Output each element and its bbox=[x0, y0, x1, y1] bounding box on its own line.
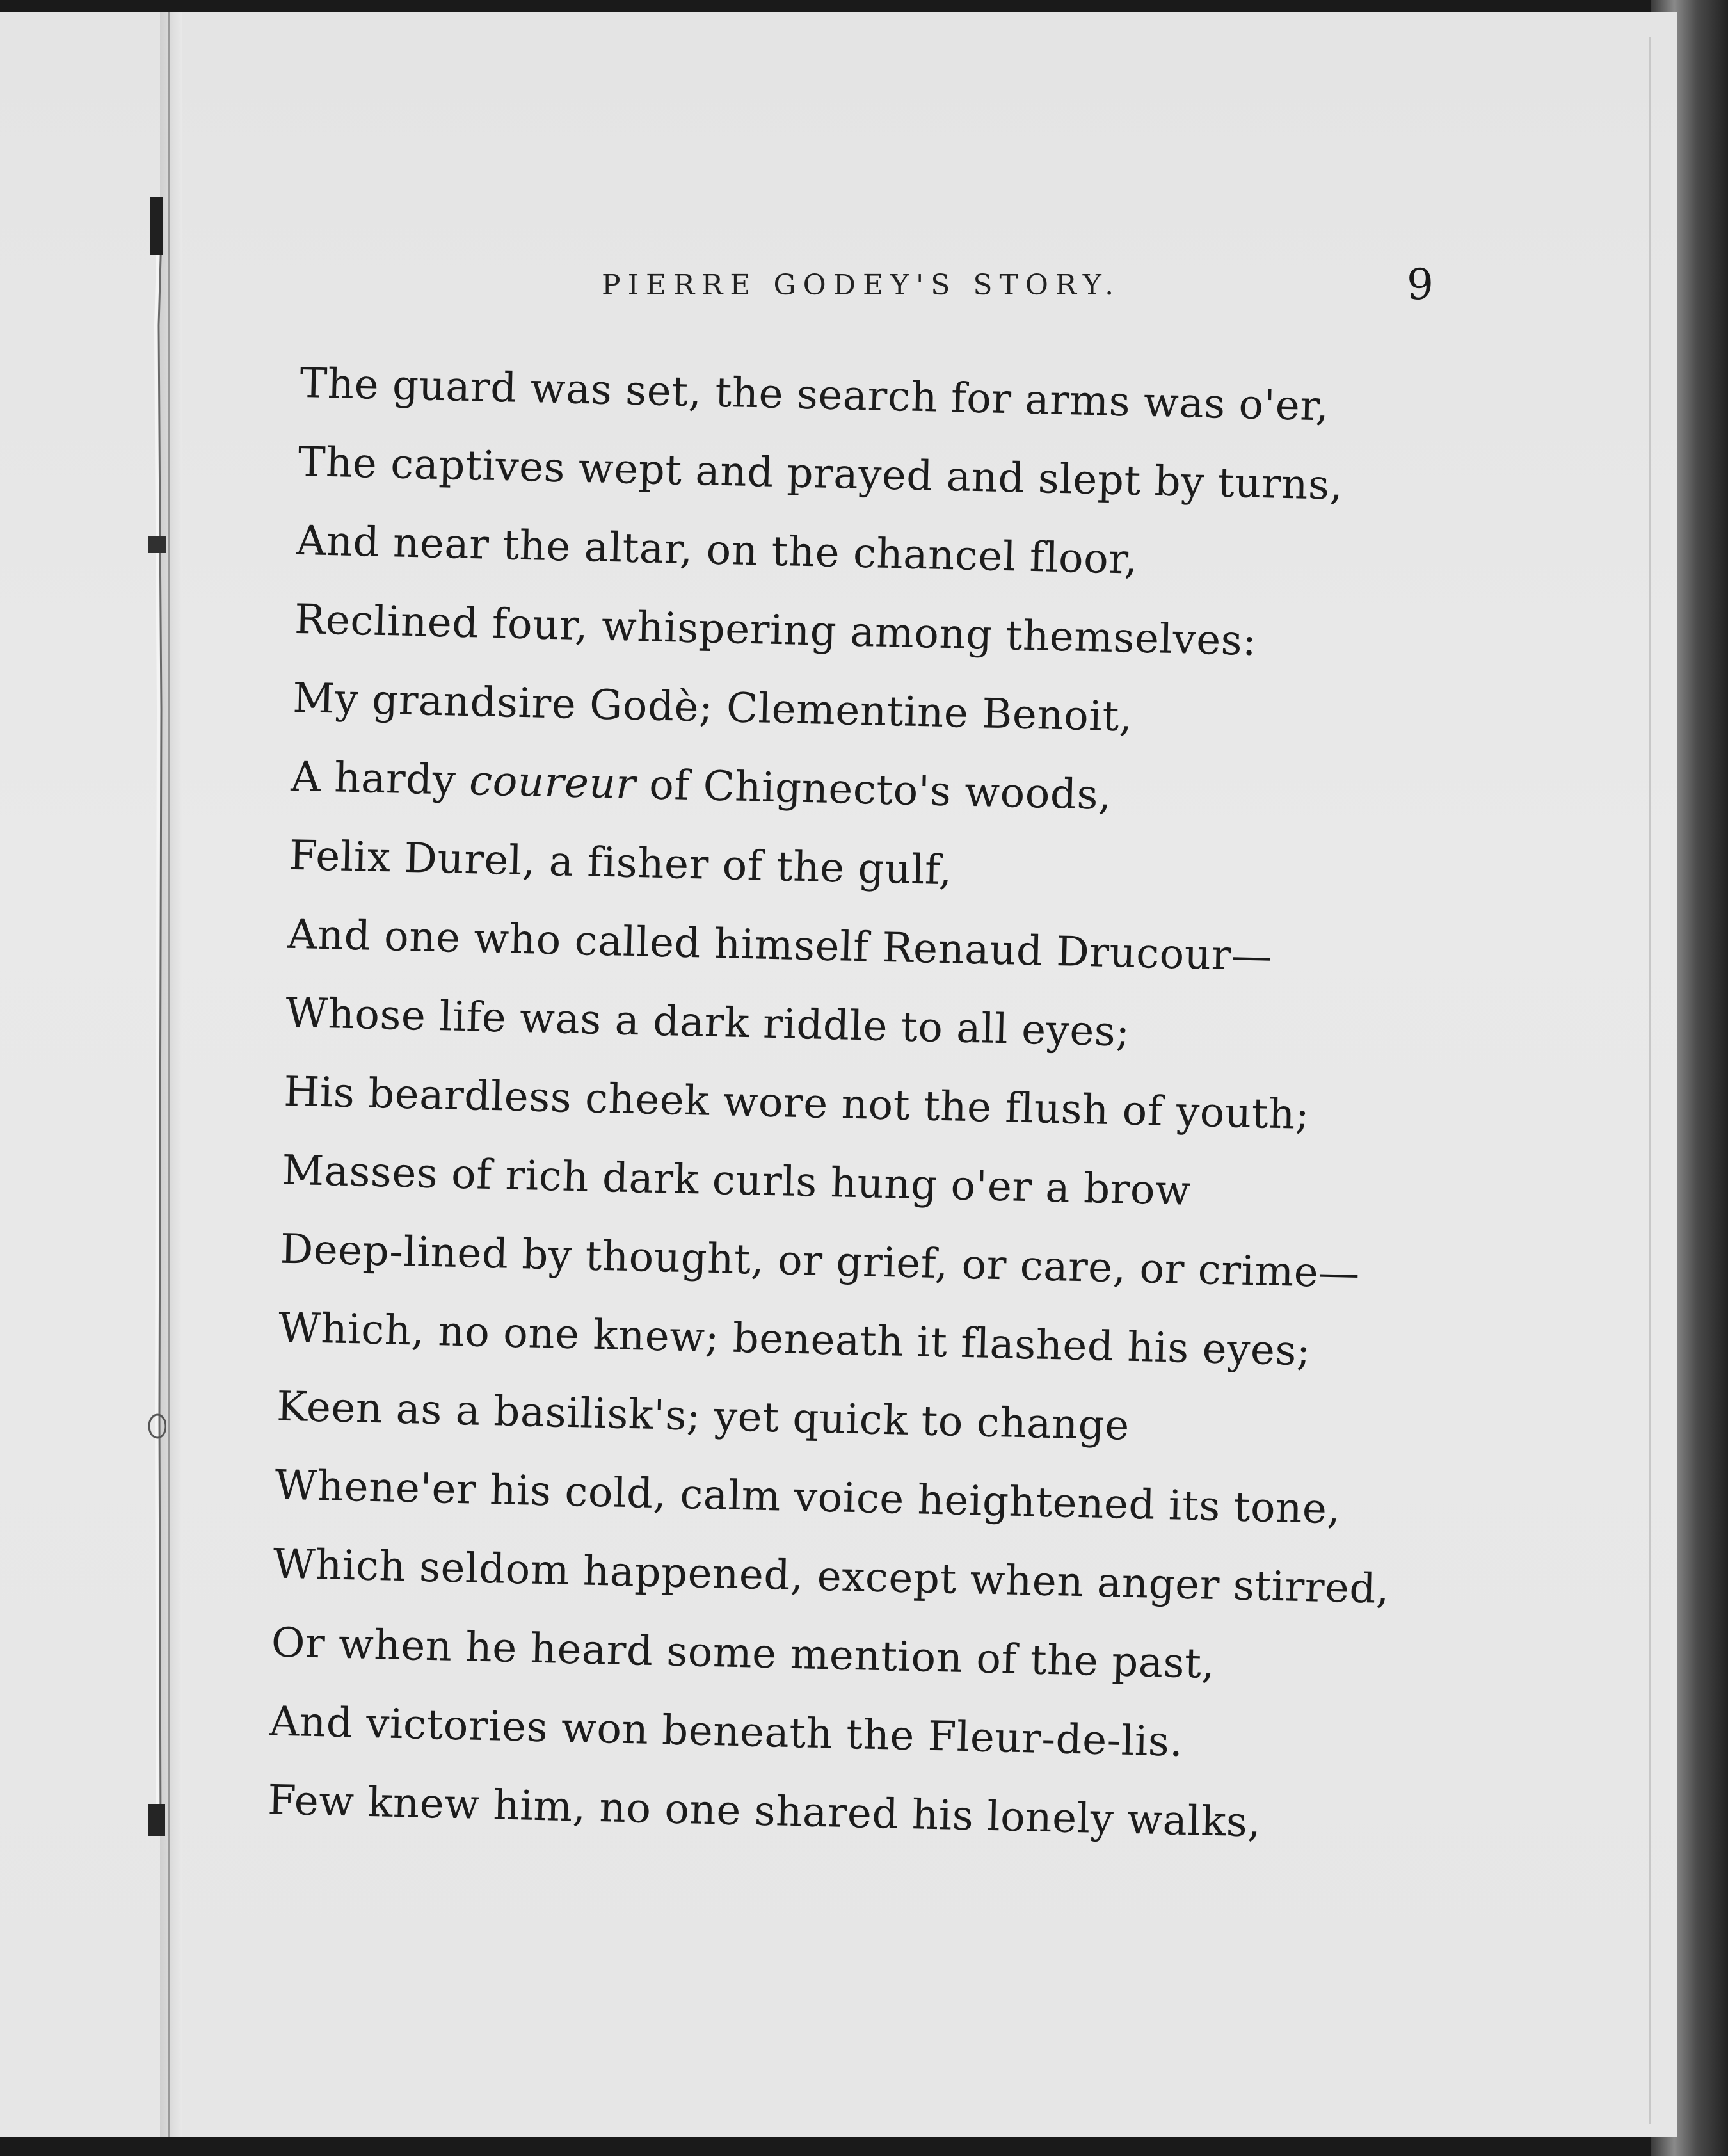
verse-line: Masses of rich dark curls hung o'er a brow bbox=[281, 1146, 1192, 1215]
verse-line: Whene'er his cold, calm voice heightened its tone, bbox=[274, 1461, 1341, 1534]
verse-line: Few knew him, no one shared his lonely walks, bbox=[267, 1776, 1262, 1847]
verse-line: My grandsire Godè; Clementine Benoit, bbox=[292, 674, 1133, 741]
verse-line: His beardless cheek wore not the flush of youth; bbox=[283, 1068, 1310, 1139]
verse-line: And one who called himself Renaud Drucour— bbox=[287, 910, 1274, 981]
verse-line: Or when he heard some mention of the past, bbox=[271, 1619, 1216, 1688]
gutter-line bbox=[168, 12, 170, 2137]
verse-line: And victories won beneath the Fleur-de-lis. bbox=[269, 1698, 1184, 1766]
running-title: PIERRE GODEY'S STORY. bbox=[602, 269, 1121, 302]
verse-line-text: A hardy bbox=[290, 753, 470, 805]
page-number: 9 bbox=[1407, 260, 1434, 309]
page-edge-line bbox=[1649, 37, 1651, 2124]
verse-line: The captives wept and prayed and slept by turns, bbox=[297, 438, 1344, 510]
verse-line: Reclined four, whispering among themselves: bbox=[294, 595, 1258, 665]
verse-line: Keen as a basilisk's; yet quick to change bbox=[276, 1383, 1130, 1450]
binding-thread bbox=[148, 197, 166, 1836]
verse-line: The guard was set, the search for arms was o'er, bbox=[299, 359, 1330, 431]
running-header bbox=[602, 262, 1434, 320]
book-page bbox=[0, 12, 1677, 2137]
verse-line: Which, no one knew; beneath it flashed his eyes; bbox=[278, 1304, 1311, 1376]
verse-line: Felix Durel, a fisher of the gulf, bbox=[289, 832, 953, 895]
verse-line: Deep-lined by thought, or grief, or care, or crime— bbox=[280, 1225, 1361, 1298]
verse-line-text: of Chignecto's woods, bbox=[635, 761, 1112, 819]
verse-line: Whose life was a dark riddle to all eyes; bbox=[285, 989, 1131, 1056]
verse-line: And near the altar, on the chancel floor, bbox=[296, 517, 1139, 584]
poem-text bbox=[267, 344, 1427, 1865]
verse-line: Which seldom happened, except when anger stirred, bbox=[272, 1540, 1390, 1614]
italic-word: coureur bbox=[468, 757, 637, 809]
